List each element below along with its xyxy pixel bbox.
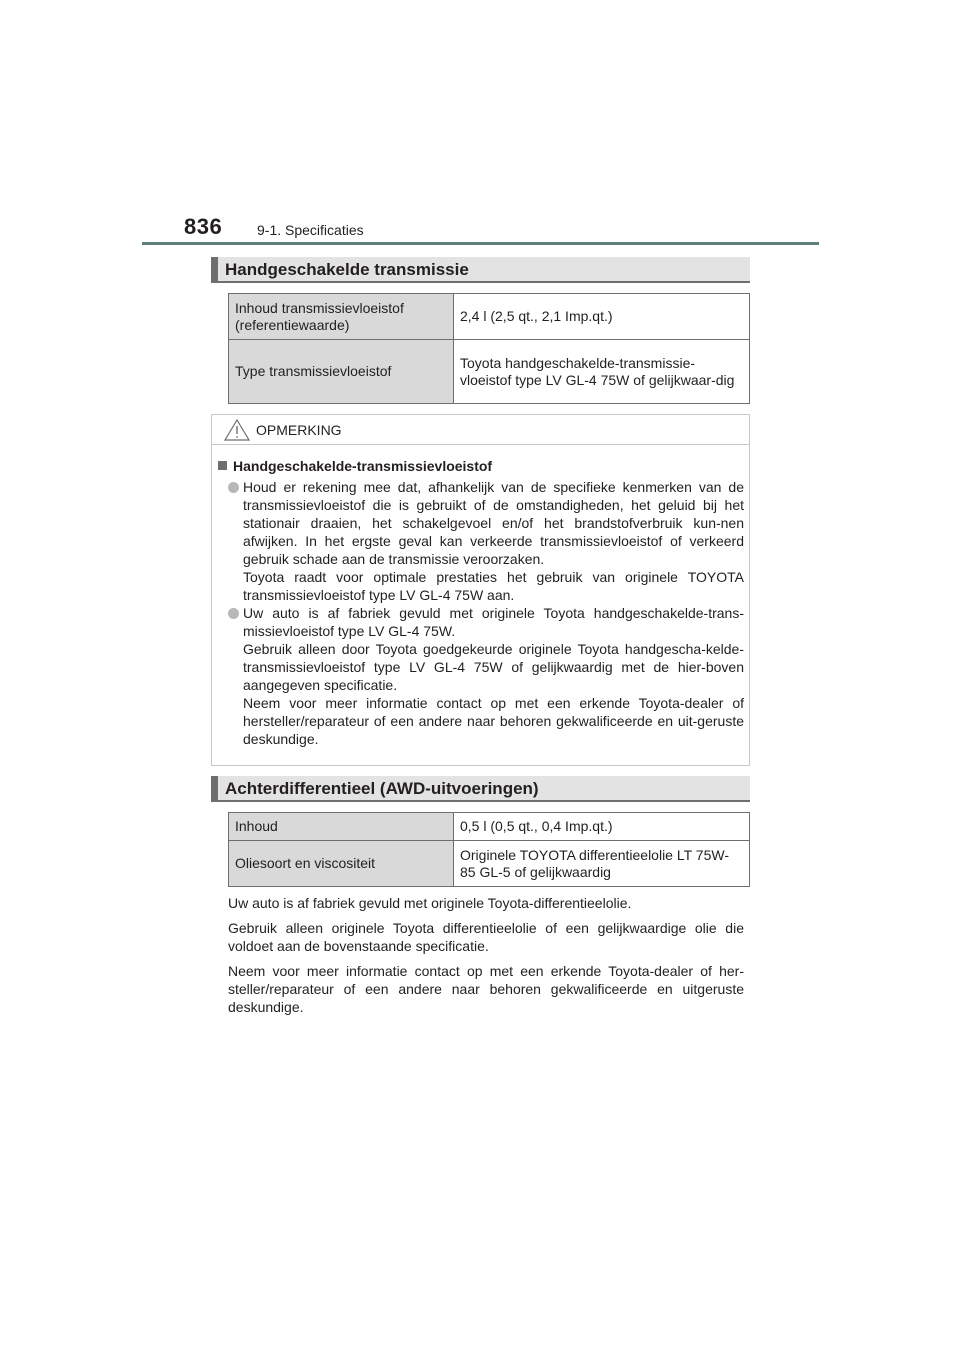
table-row [229,340,750,404]
section-accent [211,257,218,281]
table-cell-label: Inhoud [229,813,454,841]
table-cell-label: Inhoud transmissievloeistof (referentiewaarde) [229,294,454,340]
bullet-paragraph: Toyota raadt voor optimale prestaties het gebruik van originele TOYOTA transmissievloeistof type LV GL-4 75W aan. [243,569,744,603]
bullet-paragraph: Houd er rekening mee dat, afhankelijk van de specifieke kenmerken van de transmissievloeistof die is gebruikt of de omstandigheden, het geluid bij het stationair draaien, het schakelgevoel en/of het brandstofverbruik kun-nen afwijken. In het ergste geval kan verkeerde transmissievloeistof of verkeerd gebruik schade aan de transmissie veroorzaken. [243,479,744,567]
notice-subtitle [218,458,492,474]
table-cell-value: Toyota handgeschakelde-transmissie-vloeistof type LV GL-4 75W of gelijkwaar-dig [454,340,750,404]
notice-bullet [228,478,744,604]
table-cell-label: Type transmissievloeistof [229,340,454,404]
page-number: 836 [184,214,223,239]
square-bullet-icon [218,461,227,470]
bullet-paragraph: Uw auto is af fabriek gevuld met originele Toyota handgeschakelde-trans-missievloeistof type LV GL-4 75W. [243,605,744,639]
bullet-paragraph: Gebruik alleen door Toyota goedgekeurde originele Toyota handgescha-kelde-transmissievloeistof type LV GL-4 75W of gelijkwaardig met de hier-boven aangegeven specificatie. [243,641,744,693]
rear-differential-spec-table [228,812,750,887]
bullet-dot-icon [228,608,239,619]
notice-subtitle-text: Handgeschakelde-transmissievloeistof [233,458,493,474]
body-paragraph: Neem voor meer informatie contact op met een erkende Toyota-dealer of her-steller/reparateur of een andere naar behoren gekwalificeerde en uitgeruste deskundige. [228,963,744,1015]
bullet-text [243,478,744,604]
header-rule [142,242,819,245]
section-heading-rear-differential [211,776,750,802]
section-title: Handgeschakelde transmissie [225,260,469,279]
table-cell-value: Originele TOYOTA differentieelolie LT 75W-85 GL-5 of gelijkwaardig [454,841,750,887]
manual-transmission-spec-table [228,293,750,404]
body-paragraph: Uw auto is af fabriek gevuld met originele Toyota-differentieelolie. [228,895,632,911]
notice-bullet [228,604,744,748]
warning-triangle-icon [224,419,250,441]
section-title: Achterdifferentieel (AWD-uitvoeringen) [225,779,539,798]
table-cell-value: 0,5 l (0,5 qt., 0,4 Imp.qt.) [454,813,750,841]
bullet-paragraph: Neem voor meer informatie contact op met een erkende Toyota-dealer of hersteller/reparateur of een andere naar behoren gekwalificeerde en uit-geruste deskundige. [243,695,744,747]
table-cell-label: Oliesoort en viscositeit [229,841,454,887]
section-heading-manual-transmission [211,257,750,283]
bullet-text [243,604,744,748]
section-accent [211,776,218,800]
bullet-dot-icon [228,482,239,493]
notice-heading: OPMERKING [256,422,342,438]
table-row [229,294,750,340]
table-row [229,841,750,887]
body-text [228,894,744,1023]
table-cell-value: 2,4 l (2,5 qt., 2,1 Imp.qt.) [454,294,750,340]
chapter-title: 9-1. Specificaties [257,222,364,238]
body-paragraph: Gebruik alleen originele Toyota differentieelolie of een gelijkwaardige olie die voldoet aan de bovenstaande specificatie. [228,920,744,954]
notice-box [211,414,750,766]
table-row [229,813,750,841]
notice-header [212,415,749,445]
